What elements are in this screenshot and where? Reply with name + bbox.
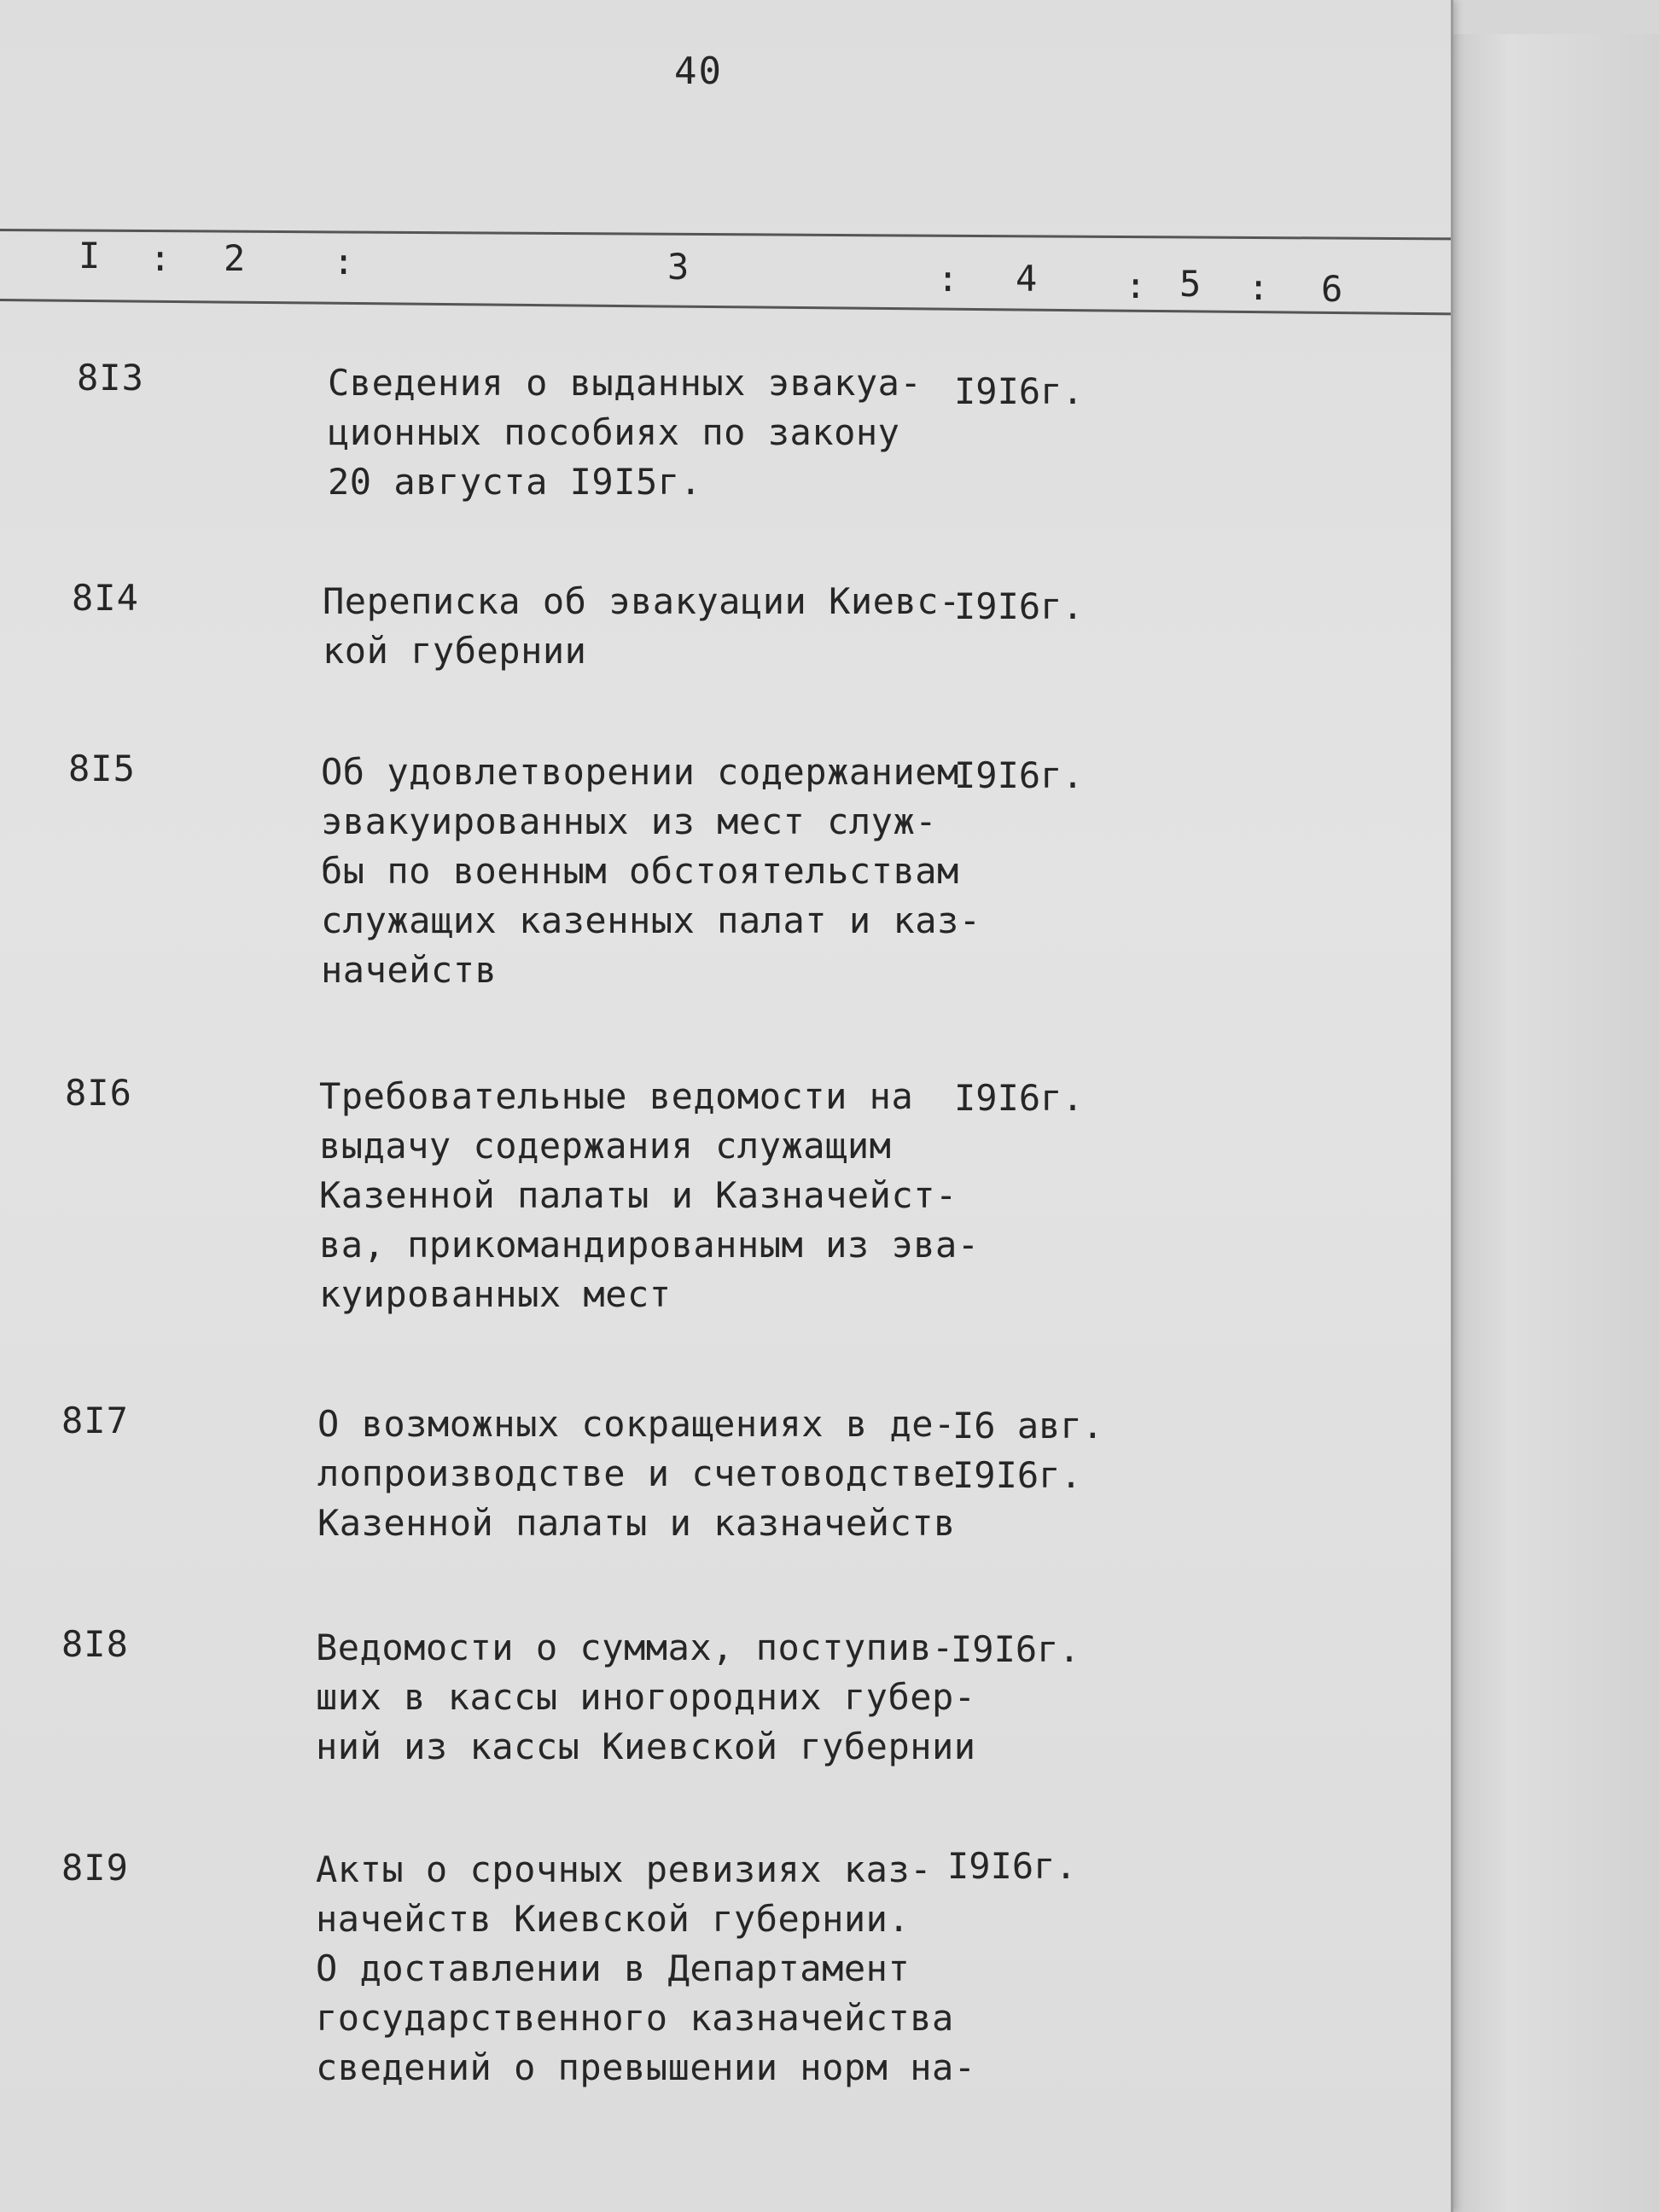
column-separator: : — [1125, 265, 1147, 306]
header-rule-top — [0, 229, 1451, 240]
entry-title: Ведомости о суммах, поступив- ших в кассы иногородних губер- ний из кассы Киевской губернии — [316, 1627, 976, 1767]
entry-date: I9I6г. — [954, 370, 1084, 412]
entry-date: I6 авг. I9I6г. — [952, 1405, 1104, 1496]
column-separator: : — [333, 241, 355, 282]
column-separator: : — [937, 258, 959, 300]
column-header-1: I — [79, 235, 101, 276]
underlying-sheet — [1442, 34, 1659, 2212]
column-header-5: 5 — [1179, 263, 1202, 305]
entry-number: 8I4 — [72, 577, 139, 619]
column-separator: : — [1248, 266, 1270, 308]
column-header-6: 6 — [1321, 268, 1343, 310]
entry-date: I9I6г. — [954, 754, 1084, 796]
entry-title: Акты о срочных ревизиях каз- начейств Киевской губернии. О доставлении в Департамент государственного казначейства сведений о превышении норм на- — [316, 1848, 976, 2088]
entry-title: Сведения о выданных эвакуа- ционных пособиях по закону 20 августа I9I5г. — [328, 362, 923, 503]
entry-date: I9I6г. — [947, 1845, 1077, 1887]
column-separator: : — [149, 237, 172, 279]
entry-date: I9I6г. — [954, 1077, 1084, 1119]
entry-title: О возможных сокращениях в де- лопроизводстве и счетоводстве Казенной палаты и казначейств — [317, 1403, 956, 1544]
entry-number: 8I7 — [61, 1400, 129, 1441]
column-header-2: 2 — [224, 237, 246, 279]
entry-number: 8I8 — [61, 1623, 129, 1665]
header-rule-bottom — [0, 299, 1451, 315]
entry-number: 8I6 — [65, 1072, 132, 1114]
entry-title: Переписка об эвакуации Киевс- кой губернии — [323, 580, 961, 672]
entry-title: Требовательные ведомости на выдачу содержания служащим Казенной палаты и Казначейст- ва, прикомандированным из эва- куированных мест — [319, 1075, 980, 1315]
entry-number: 8I3 — [77, 357, 144, 399]
entry-number: 8I5 — [68, 748, 136, 789]
entry-date: I9I6г. — [954, 585, 1084, 627]
page-number: 40 — [674, 49, 723, 93]
entry-title: Об удовлетворении содержанием эвакуированных из мест служ- бы по военным обстоятельствам служащих казенных палат и каз- начейств — [321, 751, 981, 991]
column-header-4: 4 — [1016, 258, 1038, 300]
column-header-3: 3 — [667, 246, 690, 288]
entry-date: I9I6г. — [951, 1628, 1080, 1670]
entry-number: 8I9 — [61, 1847, 129, 1889]
